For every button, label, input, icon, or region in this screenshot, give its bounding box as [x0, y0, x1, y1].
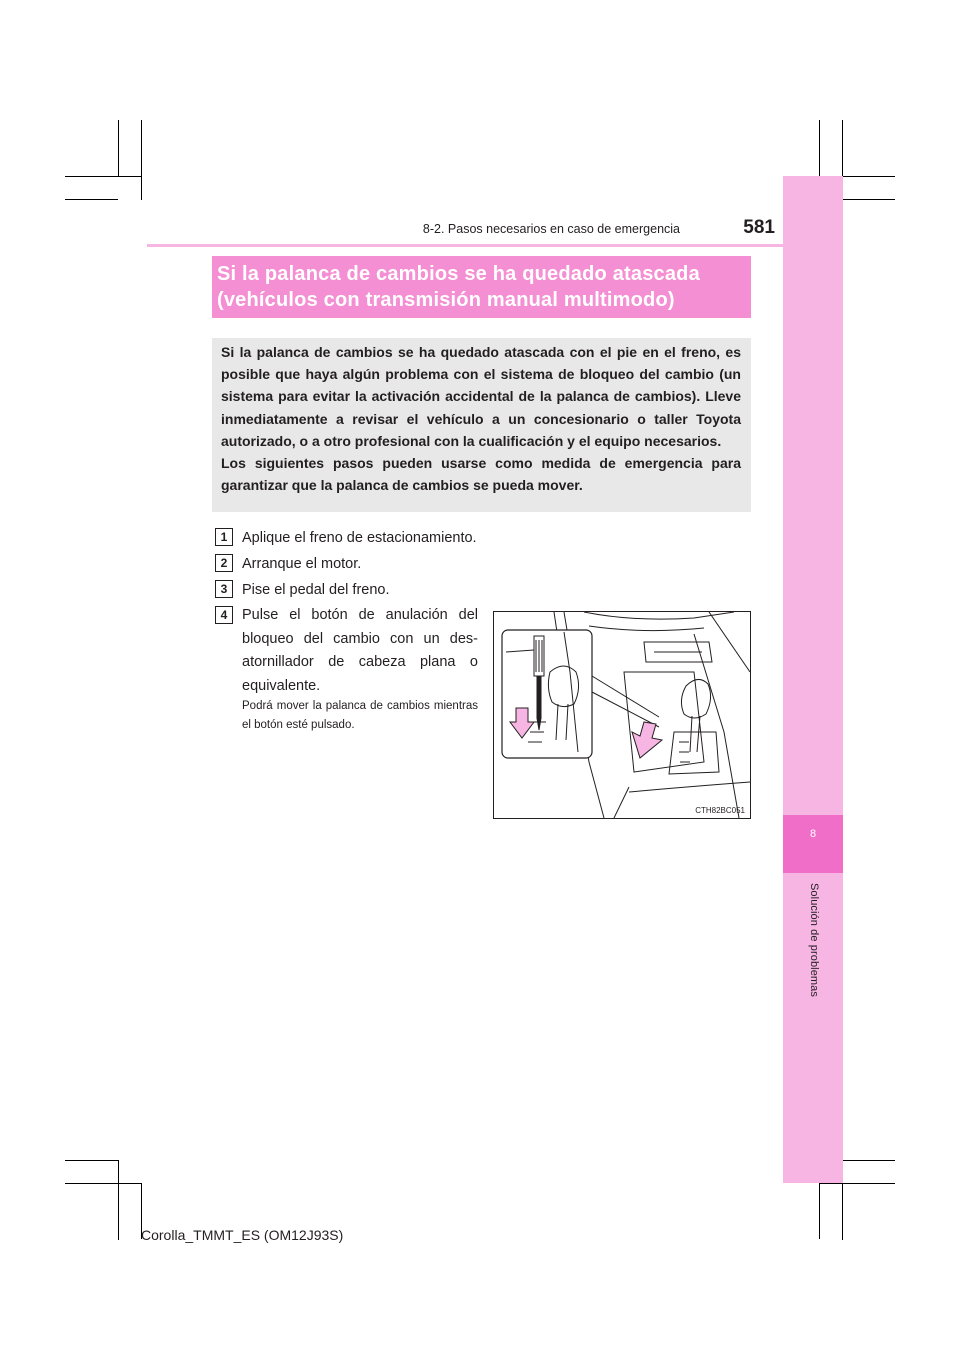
footer-text: Corolla_TMMT_ES (OM12J93S): [141, 1227, 344, 1243]
section-title: [212, 256, 751, 318]
step-text: Pulse el botón de anulación del bloqueo del cambio con un desatornillador de cabeza plana o equivalente.: [242, 607, 478, 694]
crop-mark: [842, 176, 895, 177]
crop-mark: [118, 120, 119, 176]
side-tab-strip: [783, 176, 843, 1183]
chapter-number: 8: [809, 828, 817, 840]
crop-mark: [141, 120, 142, 200]
crop-mark: [65, 1160, 118, 1161]
crop-mark: [65, 176, 142, 177]
step-text: Arranque el motor.: [242, 556, 362, 572]
shift-lock-illustration: [493, 611, 751, 819]
step-note: Podrá mover la palanca de cambios mientras el botón esté pulsado.: [242, 700, 478, 731]
header-rule: [147, 244, 783, 247]
crop-mark: [819, 1183, 820, 1239]
crop-mark: [842, 1160, 895, 1161]
step-number: 4: [215, 606, 233, 624]
crop-mark: [842, 120, 843, 176]
chapter-tab: [783, 815, 843, 873]
crop-mark: [65, 1183, 142, 1184]
page-number: 581: [743, 217, 775, 238]
figure-code: CTH82BC051: [695, 806, 745, 815]
shift-lever-drawing: [494, 612, 750, 818]
section-header: 8-2. Pasos necesarios en caso de emergencia: [422, 222, 680, 236]
step-text: Aplique el freno de estacionamiento.: [242, 530, 477, 546]
crop-mark: [819, 1183, 895, 1184]
step-text: Pise el pedal del freno.: [242, 582, 390, 598]
step-number: 1: [215, 528, 233, 546]
title-line-1: Si la palanca de cambios se ha quedado atascada: [217, 263, 700, 285]
step-number: 3: [215, 580, 233, 598]
title-line-2: (vehículos con transmisión manual multimodo): [217, 289, 675, 311]
intro-box: [212, 338, 751, 512]
crop-mark: [65, 199, 118, 200]
step-number: 2: [215, 554, 233, 572]
chapter-title: Solución de problemas: [808, 883, 820, 998]
intro-paragraph: Si la palanca de cambios se ha quedado atascada con el pie en el freno, es posible que haya algún problema con el sistema de bloqueo del cambio (un sistema para evitar la activación accidental de la palanca de cambios). Lleve inmediatamente a revisar el vehículo a un concesionario o taller Toyota autorizado, o a otro profesional con la cualificación y el equipo necesarios.: [221, 344, 741, 449]
crop-mark: [118, 1160, 119, 1240]
intro-paragraph: Los siguientes pasos pueden usarse como medida de emergencia para garantizar que la palanca de cambios se pueda mover.: [221, 455, 741, 494]
